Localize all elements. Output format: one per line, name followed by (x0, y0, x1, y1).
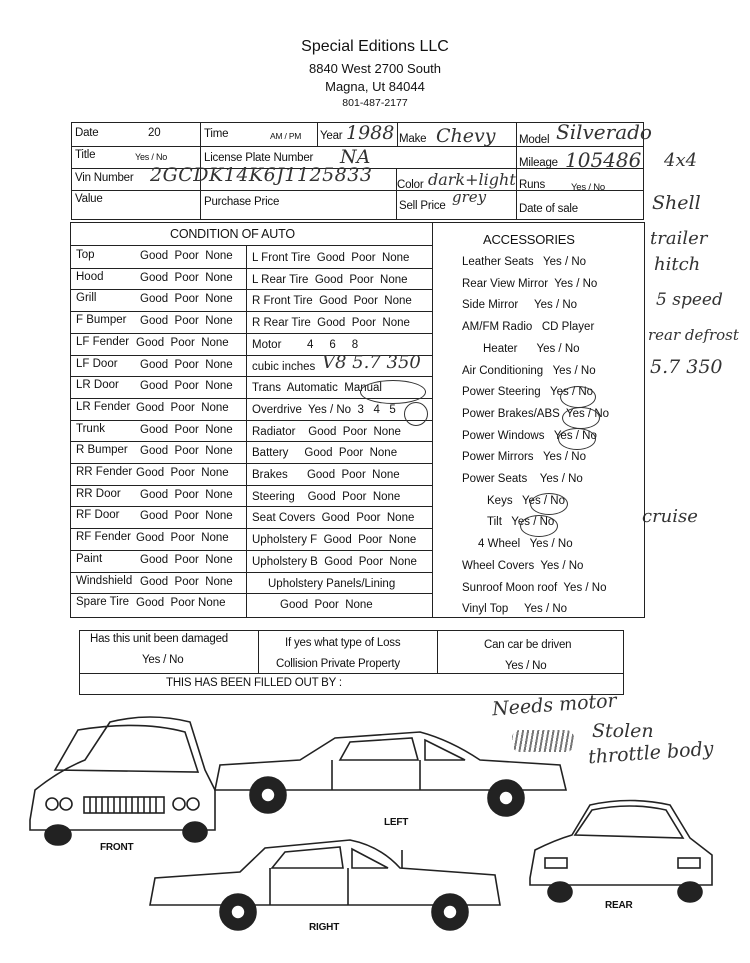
mileage-value[interactable]: 105486 (565, 148, 642, 172)
cubic-inches-value[interactable]: V8 5.7 350 (322, 352, 421, 373)
side-note-trailer: trailer (650, 228, 708, 249)
view-right-label: RIGHT (309, 922, 340, 933)
condition-item-label: Trunk (76, 423, 105, 435)
condition-mid-item[interactable]: Upholstery F Good Poor None (252, 534, 417, 546)
model-value[interactable]: Silverado (556, 120, 652, 144)
accessory-item[interactable]: Air Conditioning Yes / No (462, 365, 596, 377)
condition-mid-item[interactable]: Trans Automatic Manual (252, 382, 382, 394)
condition-item-options[interactable]: Good Poor None (136, 532, 229, 544)
condition-item-options[interactable]: Good Poor None (140, 554, 233, 566)
driven-question: Can car be driven (484, 639, 572, 651)
condition-mid-item[interactable]: Battery Good Poor None (252, 447, 398, 459)
condition-item-options[interactable]: Good Poor None (140, 359, 233, 371)
model-label: Model (519, 134, 550, 146)
condition-mid-item[interactable]: L Front Tire Good Poor None (252, 252, 410, 264)
loss-type-options[interactable]: Collision Private Property (276, 658, 400, 670)
runs-label: Runs (519, 179, 546, 191)
company-phone: 801-487-2177 (342, 97, 408, 109)
condition-item-label: Windshield (76, 575, 133, 587)
mileage-label: Mileage (519, 157, 558, 169)
note-needs-motor: Needs motor (491, 689, 618, 721)
side-note-defrost: rear defrost (648, 326, 739, 344)
condition-item-options[interactable]: Good Poor None (140, 576, 233, 588)
plate-label: License Plate Number (204, 152, 314, 164)
condition-mid-item[interactable]: L Rear Tire Good Poor None (252, 274, 408, 286)
condition-item-label: Hood (76, 271, 104, 283)
side-note-cruise: cruise (642, 506, 698, 527)
accessory-item[interactable]: Rear View Mirror Yes / No (462, 278, 598, 290)
accessory-item[interactable]: Vinyl Top Yes / No (462, 603, 568, 615)
condition-item-label: F Bumper (76, 314, 127, 326)
make-label: Make (399, 133, 427, 145)
purchase-price-label: Purchase Price (204, 196, 280, 208)
condition-item-options[interactable]: Good Poor None (140, 445, 233, 457)
condition-item-label: LF Door (76, 358, 118, 370)
note-stolen: Stolen (592, 720, 654, 742)
view-left-label: LEFT (384, 817, 409, 828)
sell-price-label: Sell Price (399, 200, 446, 212)
car-left-view (215, 732, 566, 816)
car-right-view (150, 840, 500, 930)
accessory-item[interactable]: Wheel Covers Yes / No (462, 560, 584, 572)
condition-mid-item[interactable]: Upholstery Panels/Lining (268, 578, 396, 590)
condition-item-options[interactable]: Good Poor None (136, 337, 229, 349)
condition-item-label: LR Door (76, 379, 119, 391)
condition-item-options[interactable]: Good Poor None (140, 424, 233, 436)
runs-yes-no[interactable]: Yes / No (571, 182, 605, 193)
condition-mid-item[interactable]: Steering Good Poor None (252, 491, 401, 503)
condition-mid-item[interactable]: Seat Covers Good Poor None (252, 512, 415, 524)
condition-mid-item[interactable]: R Front Tire Good Poor None (252, 295, 412, 307)
date-label: Date (75, 127, 99, 139)
note-throttle: throttle body (587, 737, 715, 769)
year-value[interactable]: 1988 (346, 122, 395, 144)
filled-out-by-label: THIS HAS BEEN FILLED OUT BY : (166, 677, 342, 689)
accessory-item[interactable]: Power Windows Yes / No (462, 430, 597, 442)
vin-value[interactable]: 2GCDK14K6J1125833 (150, 164, 373, 186)
accessory-item[interactable]: Leather Seats Yes / No (462, 256, 587, 268)
ampm-option[interactable]: AM / PM (270, 131, 302, 141)
car-rear-view (530, 801, 712, 903)
damaged-yes-no[interactable]: Yes / No (142, 654, 184, 666)
condition-item-label: LR Fender (76, 401, 131, 413)
condition-item-label: Top (76, 249, 95, 261)
accessory-item[interactable]: Power Brakes/ABS Yes / No (462, 408, 610, 420)
view-front-label: FRONT (100, 842, 134, 853)
damaged-question: Has this unit been damaged (90, 633, 229, 645)
condition-item-label: Grill (76, 292, 97, 304)
title-label: Title (75, 149, 96, 161)
color-value[interactable]: dark+light (428, 170, 516, 189)
condition-item-label: RF Fender (76, 531, 131, 543)
accessory-item[interactable]: Sunroof Moon roof Yes / No (462, 582, 607, 594)
condition-item-label: LF Fender (76, 336, 130, 348)
side-note-hitch: hitch (654, 254, 701, 275)
car-front-view (30, 717, 215, 845)
condition-item-options[interactable]: Good Poor None (140, 510, 233, 522)
condition-item-label: Paint (76, 553, 103, 565)
accessory-item[interactable]: Power Mirrors Yes / No (462, 451, 586, 463)
condition-mid-item[interactable]: Motor 4 6 8 (252, 339, 359, 351)
accessory-item[interactable]: AM/FM Radio CD Player (462, 321, 595, 333)
side-note-speed: 5 speed (656, 290, 723, 310)
view-rear-label: REAR (605, 900, 633, 911)
accessory-item[interactable]: Heater Yes / No (483, 343, 580, 355)
condition-item-options[interactable]: Good Poor None (136, 467, 229, 479)
company-city: Magna, Ut 84044 (325, 79, 425, 94)
condition-mid-item[interactable]: Brakes Good Poor None (252, 469, 400, 481)
accessory-item[interactable]: Power Steering Yes / No (462, 386, 594, 398)
condition-item-options[interactable]: Good Poor None (136, 402, 229, 414)
accessory-item[interactable]: 4 Wheel Yes / No (478, 538, 573, 550)
condition-item-options[interactable]: Good Poor None (140, 380, 233, 392)
color-value-2[interactable]: grey (452, 188, 487, 206)
condition-item-options[interactable]: Good Poor None (140, 272, 233, 284)
date-of-sale-label: Date of sale (519, 203, 578, 215)
condition-item-label: RF Door (76, 509, 120, 521)
title-yes-no[interactable]: Yes / No (135, 152, 168, 162)
accessory-item[interactable]: Side Mirror Yes / No (462, 299, 578, 311)
year-label: Year (320, 130, 343, 142)
condition-item-label: R Bumper (76, 444, 128, 456)
condition-item-label: Spare Tire (76, 596, 130, 608)
time-label: Time (204, 128, 229, 140)
condition-mid-item[interactable]: cubic inches (252, 361, 316, 373)
condition-title: CONDITION OF AUTO (170, 227, 295, 241)
condition-item-options[interactable]: Good Poor None (136, 597, 226, 609)
vin-label: Vin Number (75, 172, 134, 184)
side-note-4x4: 4x4 (664, 150, 698, 171)
company-name: Special Editions LLC (301, 38, 449, 55)
date-year-prefix: 20 (148, 127, 161, 139)
driven-yes-no[interactable]: Yes / No (505, 660, 547, 672)
loss-type-question: If yes what type of Loss (285, 637, 401, 649)
side-note-shell: Shell (652, 192, 701, 214)
value-label: Value (75, 193, 103, 205)
condition-mid-item[interactable]: R Rear Tire Good Poor None (252, 317, 410, 329)
condition-mid-item[interactable]: Good Poor None (280, 599, 373, 611)
condition-item-options[interactable]: Good Poor None (140, 315, 233, 327)
accessories-title: ACCESSORIES (483, 232, 575, 247)
condition-item-options[interactable]: Good Poor None (140, 293, 233, 305)
condition-item-label: RR Fender (76, 466, 133, 478)
accessory-item[interactable]: Power Seats Yes / No (462, 473, 583, 485)
color-label: Color (397, 179, 424, 191)
condition-mid-item[interactable]: Radiator Good Poor None (252, 426, 401, 438)
condition-mid-item[interactable]: Overdrive Yes / No 3 4 5 (252, 404, 396, 416)
side-note-engine: 5.7 350 (650, 356, 723, 378)
plate-value[interactable]: NA (340, 146, 371, 168)
condition-item-options[interactable]: Good Poor None (140, 250, 233, 262)
condition-mid-item[interactable]: Upholstery B Good Poor None (252, 556, 417, 568)
accessory-item[interactable]: Keys Yes / No (487, 495, 565, 507)
make-value[interactable]: Chevy (436, 125, 496, 147)
accessory-item[interactable]: Tilt Yes / No (487, 516, 555, 528)
company-street: 8840 West 2700 South (308, 61, 442, 76)
condition-item-options[interactable]: Good Poor None (140, 489, 233, 501)
condition-item-label: RR Door (76, 488, 121, 500)
